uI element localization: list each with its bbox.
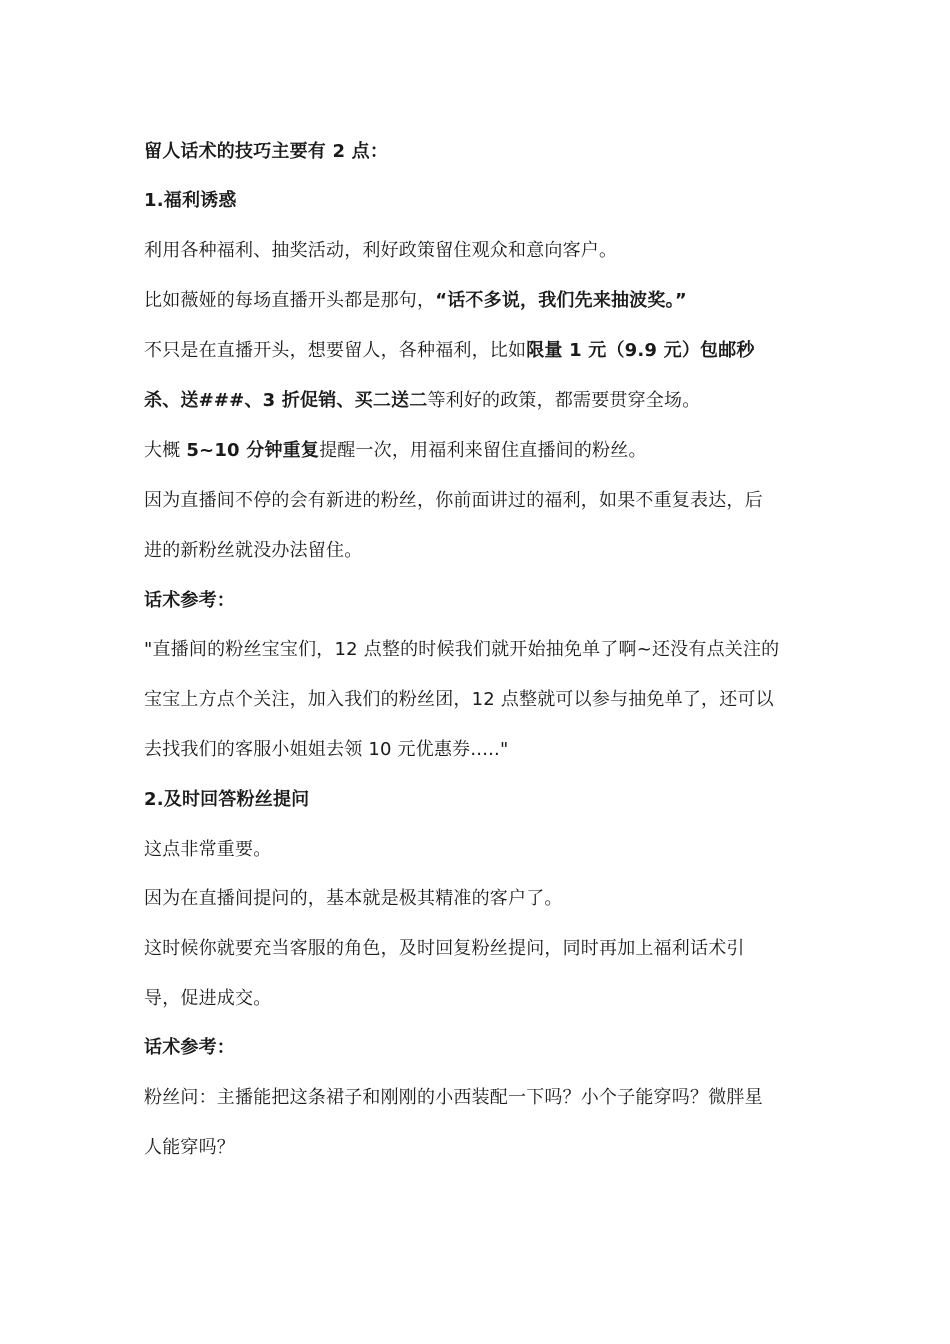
section-1-title: 1.福利诱惑 (144, 190, 237, 211)
paragraph-3-bold: 限量 1 元（9.9 元）包邮秒 (526, 340, 755, 361)
paragraph-7: 这点非常重要。 (144, 839, 272, 860)
paragraph-2 (144, 288, 824, 314)
paragraph-5-bold: 5~10 分钟重复 (186, 440, 320, 461)
paragraph-5-post: 提醒一次，用福利来留住直播间的粉丝。 (319, 440, 647, 461)
paragraph-5-pre: 大概 (144, 440, 187, 461)
paragraph-4-bold: 杀、送###、3 折促销、买二送二 (144, 390, 428, 411)
paragraph-9-line-1: 这时候你就要充当客服的角色，及时回复粉丝提问，同时再加上福利话术引 (144, 938, 745, 959)
reference-1-line-1: "直播间的粉丝宝宝们，12 点整的时候我们就开始抽免单了啊~还没有点关注的 (144, 639, 780, 660)
doc-heading: 留人话术的技巧主要有 2 点： (144, 141, 389, 162)
paragraph-2-quote: “话不多说，我们先来抽波奖。” (435, 290, 687, 311)
paragraph-4 (144, 388, 824, 414)
paragraph-3-text: 不只是在直播开头，想要留人，各种福利，比如 (144, 340, 527, 361)
paragraph-6-line-2: 进的新粉丝就没办法留住。 (144, 540, 363, 561)
paragraph-1: 利用各种福利、抽奖活动，利好政策留住观众和意向客户。 (144, 240, 618, 261)
paragraph-8: 因为在直播间提问的，基本就是极其精准的客户了。 (144, 888, 563, 909)
reference-1-line-2: 宝宝上方点个关注，加入我们的粉丝团，12 点整就可以参与抽免单了，还可以 (144, 689, 774, 710)
section-2-title: 2.及时回答粉丝提问 (144, 789, 310, 810)
reference-1-line-3: 去找我们的客服小姐姐去领 10 元优惠券....." (144, 739, 509, 760)
paragraph-3 (144, 338, 824, 364)
paragraph-2-text: 比如薇娅的每场直播开头都是那句， (144, 290, 436, 311)
reference-1-title: 话术参考： (144, 590, 235, 611)
paragraph-9-line-2: 导，促进成交。 (144, 988, 272, 1009)
paragraph-4-text: 等利好的政策，都需要贯穿全场。 (427, 390, 701, 411)
paragraph-6-line-1: 因为直播间不停的会有新进的粉丝，你前面讲过的福利，如果不重复表达，后 (144, 490, 763, 511)
fan-question-line-1: 粉丝问：主播能把这条裙子和刚刚的小西装配一下吗？小个子能穿吗？微胖星 (144, 1087, 763, 1108)
paragraph-5 (144, 438, 824, 464)
fan-question-line-2: 人能穿吗？ (144, 1137, 235, 1158)
reference-2-title: 话术参考： (144, 1037, 235, 1058)
